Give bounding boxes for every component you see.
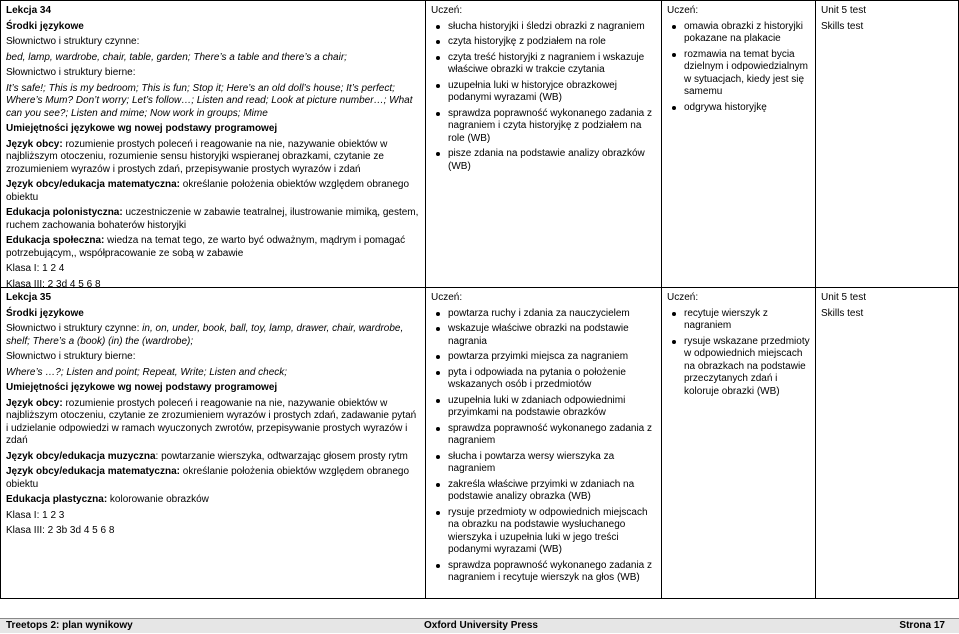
list-item: słucha i powtarza wersy wierszyka za nagraniem: [448, 451, 656, 476]
list-item: rysuje przedmioty w odpowiednich miejscach na obrazku na podstawie wysłuchanego wierszyka i uzupełnia luki w jego treści podanymi wyrazami (WB): [448, 507, 656, 557]
math-skills: [6, 179, 420, 204]
polish-skills: [6, 207, 420, 232]
foreign-language-label: Język obcy:: [6, 138, 63, 150]
lesson-35-content-cell: [0, 288, 425, 598]
vocab-active-label: Słownictwo i struktury czynne:: [6, 323, 140, 334]
list-item: sprawdza poprawność wykonanego zadania z nagraniem: [448, 423, 656, 448]
lesson-35-extended-requirements-cell: [661, 288, 815, 598]
art-text: kolorowanie obrazków: [107, 494, 209, 505]
math-skills: [6, 466, 420, 491]
lesson-35-assessment-cell: [815, 288, 959, 598]
language-means-heading: Środki językowe: [6, 307, 84, 319]
basic-requirements-list: [431, 21, 656, 174]
vocab-passive-label: Słownictwo i struktury bierne:: [6, 67, 136, 78]
basic-requirements-list: [431, 308, 656, 585]
list-item: powtarza ruchy i zdania za nauczycielem: [448, 308, 656, 321]
footer-publisher: Oxford University Press: [424, 620, 538, 631]
music-skills: [6, 451, 420, 464]
pupil-label: Uczeń:: [667, 292, 699, 303]
art-label: Edukacja plastyczna:: [6, 494, 108, 505]
list-item: czyta treść historyjki z nagraniem i wskazuje właściwe obrazki w trakcie czytania: [448, 52, 656, 77]
page-footer: [0, 618, 959, 633]
vocab-passive-text: It’s safe!; This is my bedroom; This is fun; Stop it; Here’s an old doll’s house; It’s perfect; Where’s Mum? Don’t worry; Let’s follow…; Listen and read; Look at picture number…; What can you see?; Listen and mime; Now work in groups; Mime: [6, 82, 413, 119]
polish-text: uczestniczenie w zabawie teatralnej, ilustrowanie mimiką, gestem, ruchem zachowania bohaterów historyjki: [6, 207, 419, 231]
lesson-34-extended-requirements-cell: [661, 1, 815, 287]
math-text: określanie położenia obiektów względem obranego obiektu: [6, 466, 410, 490]
foreign-language-label: Język obcy:: [6, 397, 63, 409]
vocab-active: [6, 323, 420, 348]
lesson-34-row: [0, 1, 959, 288]
language-means-heading: Środki językowe: [6, 20, 84, 32]
list-item: czyta historyjkę z podziałem na role: [448, 36, 656, 49]
foreign-language-skills: [6, 398, 420, 448]
math-label: Język obcy/edukacja matematyczna:: [6, 466, 180, 477]
vocab-active-text: bed, lamp, wardrobe, chair, table, garden; There’s a table and there’s a chair;: [6, 51, 347, 63]
footer-page-number: Strona 17: [899, 620, 945, 631]
unit-test-label: Unit 5 test: [821, 292, 867, 303]
skills-heading: Umiejętności językowe wg nowej podstawy programowej: [6, 382, 278, 393]
lesson-34-content-cell: [0, 1, 425, 290]
music-label: Język obcy/edukacja muzyczna: [6, 450, 156, 462]
list-item: pisze zdania na podstawie analizy obrazków (WB): [448, 148, 656, 173]
list-item: powtarza przyimki miejsca za nagraniem: [448, 351, 656, 364]
vocab-passive-text: Where’s …?; Listen and point; Repeat, Write; Listen and check;: [6, 366, 288, 378]
list-item: sprawdza poprawność wykonanego zadania z nagraniem i recytuje wierszyk na głos (WB): [448, 560, 656, 585]
pupil-label: Uczeń:: [667, 5, 699, 16]
social-text: wiedza na temat tego, ze warto być odważnym, mądrym i pomagać potrzebującym,, współpracowanie ze sobą w zabawie: [6, 235, 406, 259]
class-1-codes: Klasa I: 1 2 4: [6, 263, 65, 274]
art-skills: [6, 494, 420, 507]
math-label: Język obcy/edukacja matematyczna:: [6, 179, 180, 190]
unit-test-label: Unit 5 test: [821, 5, 867, 16]
lesson-title: Lekcja 34: [6, 5, 52, 16]
list-item: rysuje wskazane przedmioty w odpowiednich miejscach na obrazkach na podstawie przeczytanych zdań i koloruje obrazki (WB): [684, 335, 810, 397]
social-label: Edukacja społeczna:: [6, 235, 105, 246]
foreign-language-skills: [6, 139, 420, 177]
polish-label: Edukacja polonistyczna:: [6, 207, 123, 218]
list-item: rozmawia na temat bycia dzielnym i odpowiedzialnym w sytuacjach, kiedy jest się samemu: [684, 49, 810, 99]
lesson-35-row: [0, 288, 959, 599]
list-item: odgrywa historyjkę: [684, 102, 810, 115]
vocab-passive-label: Słownictwo i struktury bierne:: [6, 351, 136, 362]
footer-book-title: Treetops 2: plan wynikowy: [6, 620, 133, 631]
class-3-codes: Klasa III: 2 3b 3d 4 5 6 8: [6, 525, 115, 536]
list-item: zakreśla właściwe przyimki w zdaniach na podstawie analizy obrazka (WB): [448, 479, 656, 504]
skills-heading: Umiejętności językowe wg nowej podstawy programowej: [6, 123, 278, 134]
list-item: omawia obrazki z historyjki pokazane na plakacie: [684, 21, 810, 46]
foreign-language-text: rozumienie prostych poleceń i reagowanie na nie, nazywanie obiektów w najbliższym otoczeniu, czytanie ze zrozumieniem wyrazów i prostych zdań, zadawanie pytań i udzielanie odpowiedzi w ramach wyuczonych zwrotów, przepisywanie prostych wyrazów i zdań: [6, 397, 417, 446]
math-text: określanie położenia obiektów względem obranego obiektu: [6, 179, 410, 203]
music-text: : powtarzanie wierszyka, odtwarzając głosem prosty rytm: [155, 450, 408, 462]
extended-requirements-list: [667, 308, 810, 399]
list-item: sprawdza poprawność wykonanego zadania z nagraniem i czyta historyjkę z podziałem na role (WB): [448, 108, 656, 146]
social-skills: [6, 235, 420, 260]
list-item: wskazuje właściwe obrazki na podstawie nagrania: [448, 323, 656, 348]
class-1-codes: Klasa I: 1 2 3: [6, 509, 65, 521]
list-item: słucha historyjki i śledzi obrazki z nagraniem: [448, 21, 656, 34]
list-item: recytuje wierszyk z nagraniem: [684, 308, 810, 333]
class-3-codes: Klasa III: 2 3d 4 5 6 8: [6, 278, 101, 290]
skills-test-label: Skills test: [821, 307, 864, 319]
lesson-34-assessment-cell: [815, 1, 959, 287]
pupil-label: Uczeń:: [431, 5, 463, 16]
lesson-34-basic-requirements-cell: [425, 1, 661, 287]
lesson-35-basic-requirements-cell: [425, 288, 661, 598]
foreign-language-text: rozumienie prostych poleceń i reagowanie na nie, nazywanie obiektów w najbliższym otoczeniu, rozumienie sensu historyjki wspieranej obrazkami, czytanie ze zrozumieniem wyrazów i prostych zdań, przepisywanie prostych wyrazów i zdań: [6, 138, 388, 175]
vocab-active-label: Słownictwo i struktury czynne:: [6, 36, 140, 47]
list-item: uzupełnia luki w historyjce obrazkowej podanymi wyrazami (WB): [448, 80, 656, 105]
list-item: uzupełnia luki w zdaniach odpowiednimi przyimkami na podstawie obrazków: [448, 395, 656, 420]
list-item: pyta i odpowiada na pytania o położenie wskazanych osób i przedmiotów: [448, 367, 656, 392]
lesson-title: Lekcja 35: [6, 292, 52, 303]
skills-test-label: Skills test: [821, 20, 864, 32]
pupil-label: Uczeń:: [431, 292, 463, 303]
vocab-active-text: in, on, under, book, ball, toy, lamp, drawer, chair, wardrobe, shelf; There’s a (book) (in) the (wardrobe);: [6, 323, 404, 347]
extended-requirements-list: [667, 21, 810, 115]
